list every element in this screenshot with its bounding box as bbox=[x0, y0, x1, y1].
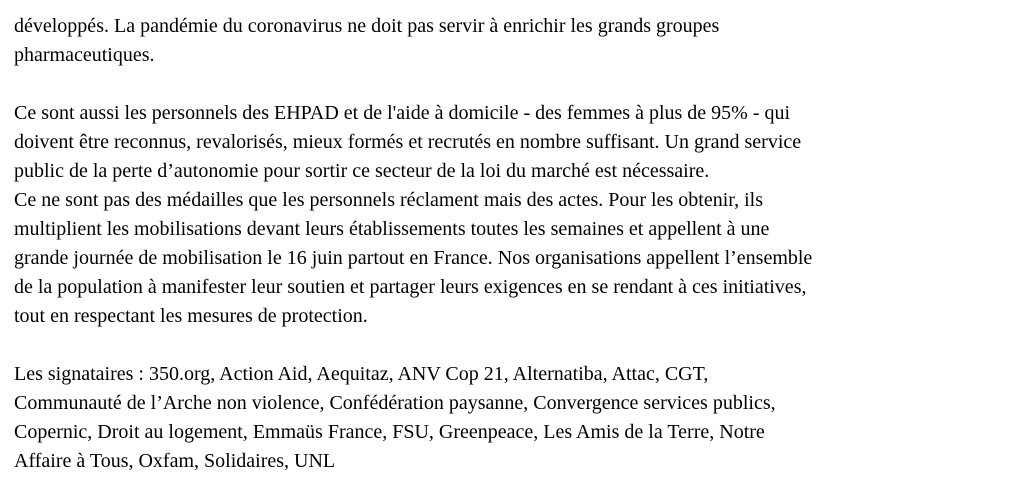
text-line: pharmaceutiques. bbox=[14, 44, 155, 66]
text-line: public de la perte d’autonomie pour sortir ce secteur de la loi du marché est nécessaire. bbox=[14, 160, 710, 182]
text-line: Ce ne sont pas des médailles que les personnels réclament mais des actes. Pour les obtenir, ils bbox=[14, 189, 764, 211]
text-line: développés. La pandémie du coronavirus ne doit pas servir à enrichir les grands groupes bbox=[14, 15, 720, 37]
text-line: multiplient les mobilisations devant leurs établissements toutes les semaines et appellent à une bbox=[14, 218, 770, 240]
paragraph-spacer bbox=[14, 331, 1018, 360]
paragraph-spacer bbox=[14, 70, 1018, 99]
text-line: Copernic, Droit au logement, Emmaüs France, FSU, Greenpeace, Les Amis de la Terre, Notre bbox=[14, 421, 765, 443]
text-line: Communauté de l’Arche non violence, Confédération paysanne, Convergence services publics, bbox=[14, 392, 776, 414]
text-line: de la population à manifester leur soutien et partager leurs exigences en se rendant à ces initiatives, bbox=[14, 276, 807, 298]
text-line: tout en respectant les mesures de protection. bbox=[14, 305, 368, 327]
text-line: Ce sont aussi les personnels des EHPAD et de l'aide à domicile - des femmes à plus de 95% - qui bbox=[14, 102, 791, 124]
text-line: Les signataires : 350.org, Action Aid, Aequitaz, ANV Cop 21, Alternatiba, Attac, CGT, bbox=[14, 363, 709, 385]
paragraph-mobilisation bbox=[14, 186, 1018, 331]
text-line: grande journée de mobilisation le 16 juin partout en France. Nos organisations appellent l’ensemble bbox=[14, 247, 813, 269]
text-line: doivent être reconnus, revalorisés, mieux formés et recrutés en nombre suffisant. Un grand service bbox=[14, 131, 802, 153]
document-body bbox=[14, 12, 1018, 476]
text-line: Affaire à Tous, Oxfam, Solidaires, UNL bbox=[14, 450, 336, 472]
paragraph-signataires bbox=[14, 360, 1018, 476]
paragraph-pharma bbox=[14, 12, 1018, 70]
paragraph-ehpad bbox=[14, 99, 1018, 186]
